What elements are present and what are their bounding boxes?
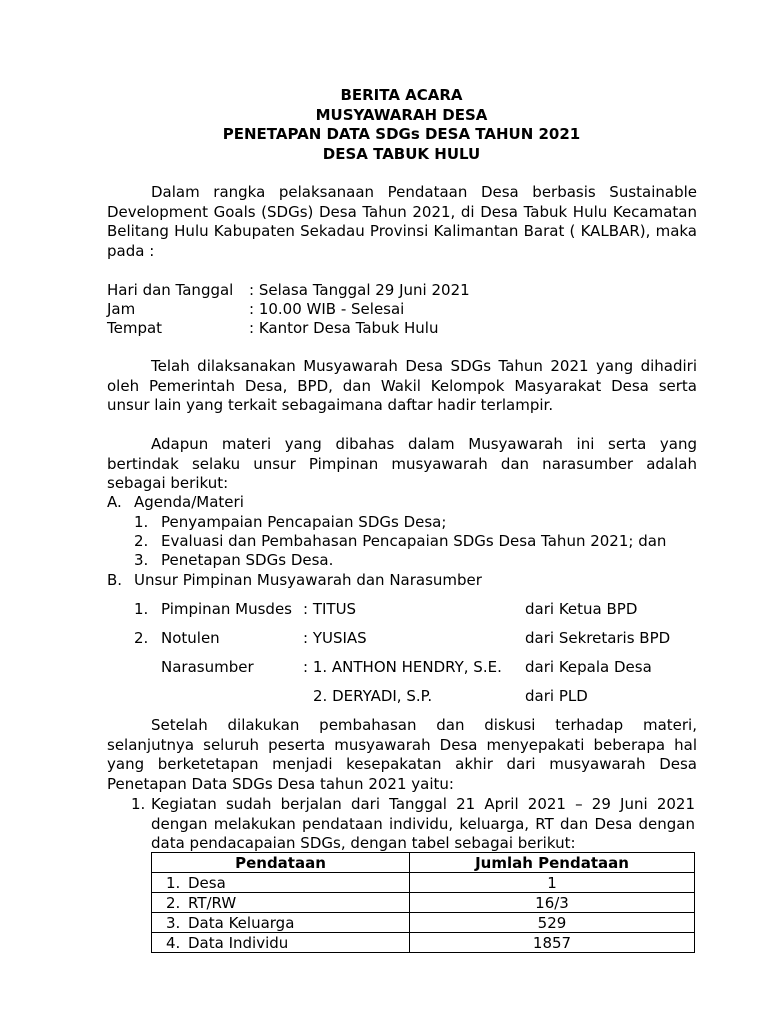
title-line-3: PENETAPAN DATA SDGs DESA TAHUN 2021 bbox=[222, 125, 581, 143]
leader-role: Notulen bbox=[161, 629, 220, 647]
table-row bbox=[152, 913, 695, 933]
table-cell-value: 529 bbox=[410, 913, 695, 933]
agenda-num: 3. bbox=[134, 551, 149, 569]
section-a-heading bbox=[107, 493, 244, 513]
row-label: Desa bbox=[188, 873, 226, 892]
leader-role: Narasumber bbox=[161, 658, 254, 676]
schedule-value: : Selasa Tanggal 29 Juni 2021 bbox=[249, 281, 470, 299]
table-header: Pendataan bbox=[152, 853, 410, 873]
table-cell-value: 16/3 bbox=[410, 893, 695, 913]
row-label: Data Individu bbox=[188, 933, 289, 952]
agenda-num: 2. bbox=[134, 532, 149, 550]
schedule-value: : Kantor Desa Tabuk Hulu bbox=[249, 319, 439, 337]
row-label: RT/RW bbox=[188, 893, 237, 912]
section-b-heading bbox=[107, 571, 482, 591]
schedule-value: : 10.00 WIB - Selesai bbox=[249, 300, 405, 318]
agenda-text: Evaluasi dan Pembahasan Pencapaian SDGs Desa Tahun 2021; dan bbox=[161, 532, 667, 550]
document-title bbox=[0, 86, 768, 164]
section-heading: Unsur Pimpinan Musyawarah dan Narasumber bbox=[134, 571, 482, 589]
table-cell-value: 1 bbox=[410, 873, 695, 893]
table-header-row bbox=[152, 853, 695, 873]
table-cell-label bbox=[152, 893, 410, 913]
leader-num: 1. bbox=[134, 600, 149, 618]
agenda-text: Penyampaian Pencapaian SDGs Desa; bbox=[161, 513, 447, 531]
leader-from: dari Sekretaris BPD bbox=[525, 629, 671, 647]
leader-from: dari Kepala Desa bbox=[525, 658, 652, 676]
schedule-row-place bbox=[107, 319, 438, 339]
intro-paragraph: Dalam rangka pelaksanaan Pendataan Desa berbasis Sustainable Development Goals (SDGs) Desa Tahun 2021, di Desa Tabuk Hulu Kecamatan Belitang Hulu Kabupaten Sekadau Provinsi Kalimantan Barat ( KALBAR), maka pada : bbox=[107, 183, 697, 260]
section-letter: B. bbox=[107, 571, 123, 589]
schedule-label: Hari dan Tanggal bbox=[107, 281, 234, 299]
table-cell-label bbox=[152, 873, 410, 893]
row-num: 1. bbox=[166, 873, 181, 892]
title-line-4: DESA TABUK HULU bbox=[322, 144, 481, 163]
table-cell-label bbox=[152, 913, 410, 933]
point-1-num: 1. bbox=[131, 795, 146, 813]
leader-role: Pimpinan Musdes bbox=[161, 600, 292, 618]
agenda-item bbox=[134, 532, 666, 552]
paragraph-2: Telah dilaksanakan Musyawarah Desa SDGs Tahun 2021 yang dihadiri oleh Pemerintah Desa, BPD, dan Wakil Kelompok Masyarakat Desa serta unsur lain yang terkait sebagaimana daftar hadir terlampir. bbox=[107, 357, 697, 414]
title-line-2: MUSYAWARAH DESA bbox=[315, 105, 488, 124]
row-num: 4. bbox=[166, 933, 181, 952]
agenda-text: Penetapan SDGs Desa. bbox=[161, 551, 334, 569]
table-cell-value: 1857 bbox=[410, 933, 695, 953]
title-line-1: BERITA ACARA bbox=[340, 86, 463, 104]
table-header: Jumlah Pendataan bbox=[410, 853, 695, 873]
row-num: 3. bbox=[166, 913, 181, 932]
paragraph-3: Adapun materi yang dibahas dalam Musyawarah ini serta yang bertindak selaku unsur Pimpinan musyawarah dan narasumber adalah sebagai berikut: bbox=[107, 435, 697, 492]
schedule-label: Tempat bbox=[107, 319, 163, 337]
point-1-text: Kegiatan sudah berjalan dari Tanggal 21 April 2021 – 29 Juni 2021 dengan melakukan pendataan individu, keluarga, RT dan Desa dengan data pendacapaian SDGs, dengan tabel sebagai berikut: bbox=[151, 795, 695, 852]
table-row bbox=[152, 873, 695, 893]
leader-name: 2. DERYADI, S.P. bbox=[313, 687, 433, 705]
leader-name: : 1. ANTHON HENDRY, S.E. bbox=[303, 658, 502, 676]
leader-from: dari PLD bbox=[525, 687, 588, 705]
agenda-item bbox=[134, 513, 446, 533]
leader-num: 2. bbox=[134, 629, 149, 647]
table-row bbox=[152, 933, 695, 953]
leader-name: : YUSIAS bbox=[303, 629, 367, 647]
table-row bbox=[152, 893, 695, 913]
paragraph-4: Setelah dilakukan pembahasan dan diskusi terhadap materi, selanjutnya seluruh peserta musyawarah Desa menyepakati beberapa hal yang berketetapan menjadi kesepakatan akhir dari musyawarah Desa Penetapan Data SDGs Desa tahun 2021 yaitu: bbox=[107, 716, 697, 793]
table-cell-label bbox=[152, 933, 410, 953]
row-num: 2. bbox=[166, 893, 181, 912]
leader-name: : TITUS bbox=[303, 600, 357, 618]
section-heading: Agenda/Materi bbox=[134, 493, 244, 511]
schedule-row-date bbox=[107, 281, 470, 301]
agenda-item bbox=[134, 551, 333, 571]
schedule-label: Jam bbox=[107, 300, 136, 318]
schedule-row-time bbox=[107, 300, 404, 320]
agenda-num: 1. bbox=[134, 513, 149, 531]
pendataan-table bbox=[151, 852, 695, 953]
section-letter: A. bbox=[107, 493, 122, 511]
row-label: Data Keluarga bbox=[188, 913, 295, 932]
leader-from: dari Ketua BPD bbox=[525, 600, 638, 618]
